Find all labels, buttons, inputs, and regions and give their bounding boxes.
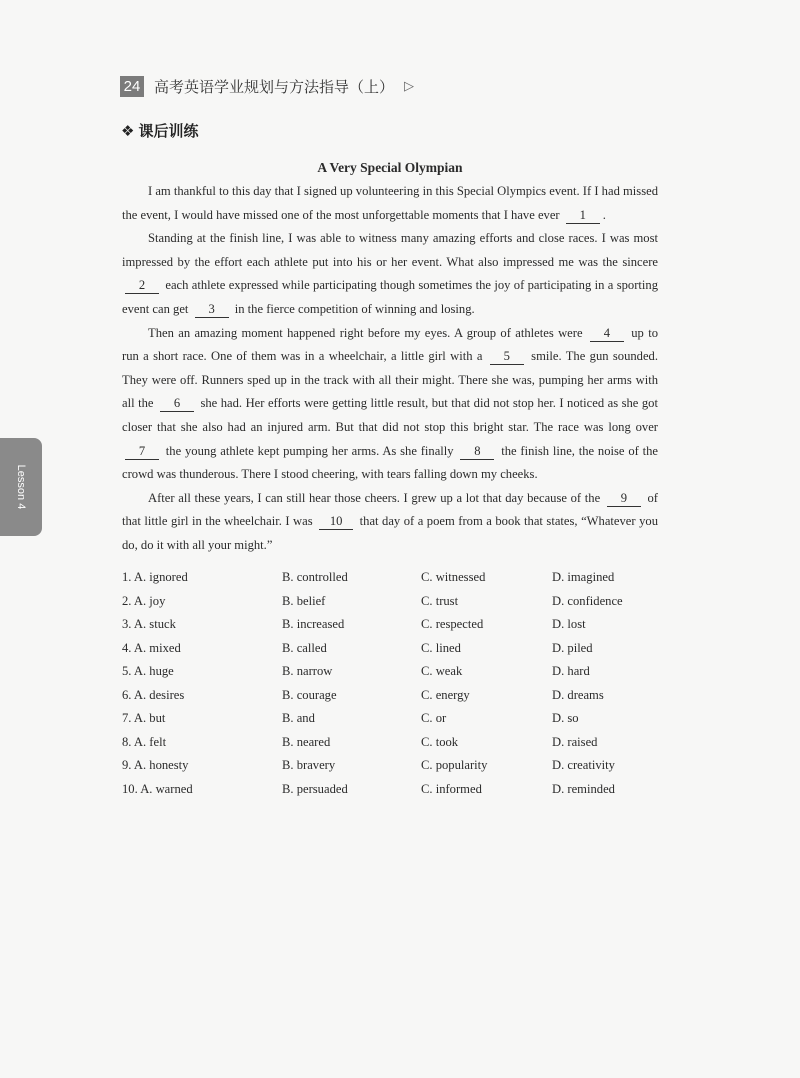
option-row xyxy=(122,637,662,661)
paragraph-text: the finish line, the noise of the crowd was thunderous. There I stood cheering, with tears falling down my cheeks. xyxy=(122,443,658,482)
passage-paragraph xyxy=(122,227,658,321)
passage-paragraph xyxy=(122,180,658,227)
passage-paragraph xyxy=(122,487,658,558)
section-title xyxy=(121,120,198,141)
option-row xyxy=(122,754,662,778)
option-row xyxy=(122,778,662,802)
option-row xyxy=(122,613,662,637)
option-3-c: C. respected xyxy=(421,617,484,632)
option-8-a: 8. A. felt xyxy=(122,734,167,749)
option-1-a: 1. A. ignored xyxy=(122,570,188,585)
paragraph-text: she had. Her efforts were getting little result, but that did not stop her. I noticed as she got closer that she also had an injured arm. But that did not stop this bright star. The race was long over xyxy=(122,396,658,434)
option-8-c: C. took xyxy=(421,734,459,749)
option-9-b: B. bravery xyxy=(282,758,336,773)
option-2-b: B. belief xyxy=(282,593,326,608)
blank-1: 1 xyxy=(566,208,600,224)
option-6-d: D. dreams xyxy=(552,687,604,702)
paragraph-text: the young athlete kept pumping her arms. As she finally xyxy=(162,443,458,458)
option-5-b: B. narrow xyxy=(282,664,333,679)
paragraph-text: up to run a short race. One of them was in a wheelchair, a little girl with a xyxy=(122,325,658,364)
page-number: 24 xyxy=(120,76,144,97)
option-1-d: D. imagined xyxy=(552,570,615,585)
paragraph-text: that day of a poem from a book that states, “Whatever you do, do it with all your might.” xyxy=(122,514,658,552)
option-10-b: B. persuaded xyxy=(282,781,348,796)
paragraph-text: of that little girl in the wheelchair. I was xyxy=(122,490,659,529)
option-7-d: D. so xyxy=(552,711,579,726)
option-4-a: 4. A. mixed xyxy=(122,640,181,655)
diamond-bullet-icon: ❖ xyxy=(121,122,135,140)
page-header xyxy=(120,74,414,98)
option-7-b: B. and xyxy=(282,711,315,726)
option-row xyxy=(122,660,662,684)
option-2-a: 2. A. joy xyxy=(122,593,166,608)
paragraph-text: each athlete expressed while participating though sometimes the joy of participating in a sporting event can get xyxy=(122,278,658,316)
lesson-side-tab xyxy=(0,438,42,536)
option-9-d: D. creativity xyxy=(552,758,615,773)
option-1-c: C. witnessed xyxy=(421,570,486,585)
paragraph-text: I am thankful to this day that I signed up volunteering in this Special Olympics event. If I had missed the event, I would have missed one of the most unforgettable moments that I have ever xyxy=(122,184,658,222)
option-10-d: D. reminded xyxy=(552,781,615,796)
option-2-d: D. confidence xyxy=(552,593,623,608)
paragraph-text: Then an amazing moment happened right before my eyes. A group of athletes were xyxy=(148,325,587,340)
option-5-d: D. hard xyxy=(552,664,590,679)
option-7-a: 7. A. but xyxy=(122,711,166,726)
paragraph-text: in the fierce competition of winning and losing. xyxy=(231,301,475,316)
option-8-b: B. neared xyxy=(282,734,331,749)
answer-options xyxy=(122,566,662,801)
option-3-d: D. lost xyxy=(552,617,586,632)
option-4-b: B. called xyxy=(282,640,327,655)
blank-6: 6 xyxy=(160,396,194,412)
blank-5: 5 xyxy=(490,349,524,365)
option-row xyxy=(122,707,662,731)
lesson-side-tab-label: Lesson 4 xyxy=(15,464,27,510)
paragraph-text: smile. The gun sounded. They were off. Runners sped up in the track with all their might. There she was, pumping her arms with all the xyxy=(122,349,658,411)
blank-9: 9 xyxy=(607,491,641,507)
blank-3: 3 xyxy=(195,302,229,318)
passage-body xyxy=(122,180,658,558)
blank-2: 2 xyxy=(125,278,159,294)
option-8-d: D. raised xyxy=(552,734,598,749)
option-9-a: 9. A. honesty xyxy=(122,758,189,773)
paragraph-text: After all these years, I can still hear those cheers. I grew up a lot that day because of the xyxy=(148,490,604,505)
blank-8: 8 xyxy=(460,444,494,460)
option-6-a: 6. A. desires xyxy=(122,687,185,702)
reading-passage xyxy=(122,158,658,558)
option-row xyxy=(122,684,662,708)
blank-7: 7 xyxy=(125,444,159,460)
option-10-c: C. informed xyxy=(421,781,482,796)
option-3-a: 3. A. stuck xyxy=(122,617,176,632)
option-6-c: C. energy xyxy=(421,687,470,702)
option-5-c: C. weak xyxy=(421,664,463,679)
play-triangle-icon: ▷ xyxy=(404,78,415,93)
section-title-text: 课后训练 xyxy=(138,122,199,140)
option-row xyxy=(122,590,662,614)
option-3-b: B. increased xyxy=(282,617,345,632)
option-6-b: B. courage xyxy=(282,687,337,702)
option-7-c: C. or xyxy=(421,711,447,726)
option-2-c: C. trust xyxy=(421,593,459,608)
book-title: 高考英语学业规划与方法指导（上） xyxy=(154,77,395,96)
blank-4: 4 xyxy=(590,326,624,342)
option-row xyxy=(122,566,662,590)
option-10-a: 10. A. warned xyxy=(122,781,193,796)
paragraph-text: . xyxy=(602,207,606,222)
option-row xyxy=(122,731,662,755)
option-4-c: C. lined xyxy=(421,640,461,655)
option-5-a: 5. A. huge xyxy=(122,664,174,679)
paragraph-text: Standing at the finish line, I was able to witness many amazing efforts and close races. I was most impressed by the effort each athlete put into his or her event. What also impressed me was the sincere xyxy=(122,231,658,269)
option-9-c: C. popularity xyxy=(421,758,488,773)
option-4-d: D. piled xyxy=(552,640,593,655)
blank-10: 10 xyxy=(319,514,353,530)
passage-paragraph xyxy=(122,322,658,487)
option-1-b: B. controlled xyxy=(282,570,348,585)
passage-title: A Very Special Olympian xyxy=(317,160,463,175)
